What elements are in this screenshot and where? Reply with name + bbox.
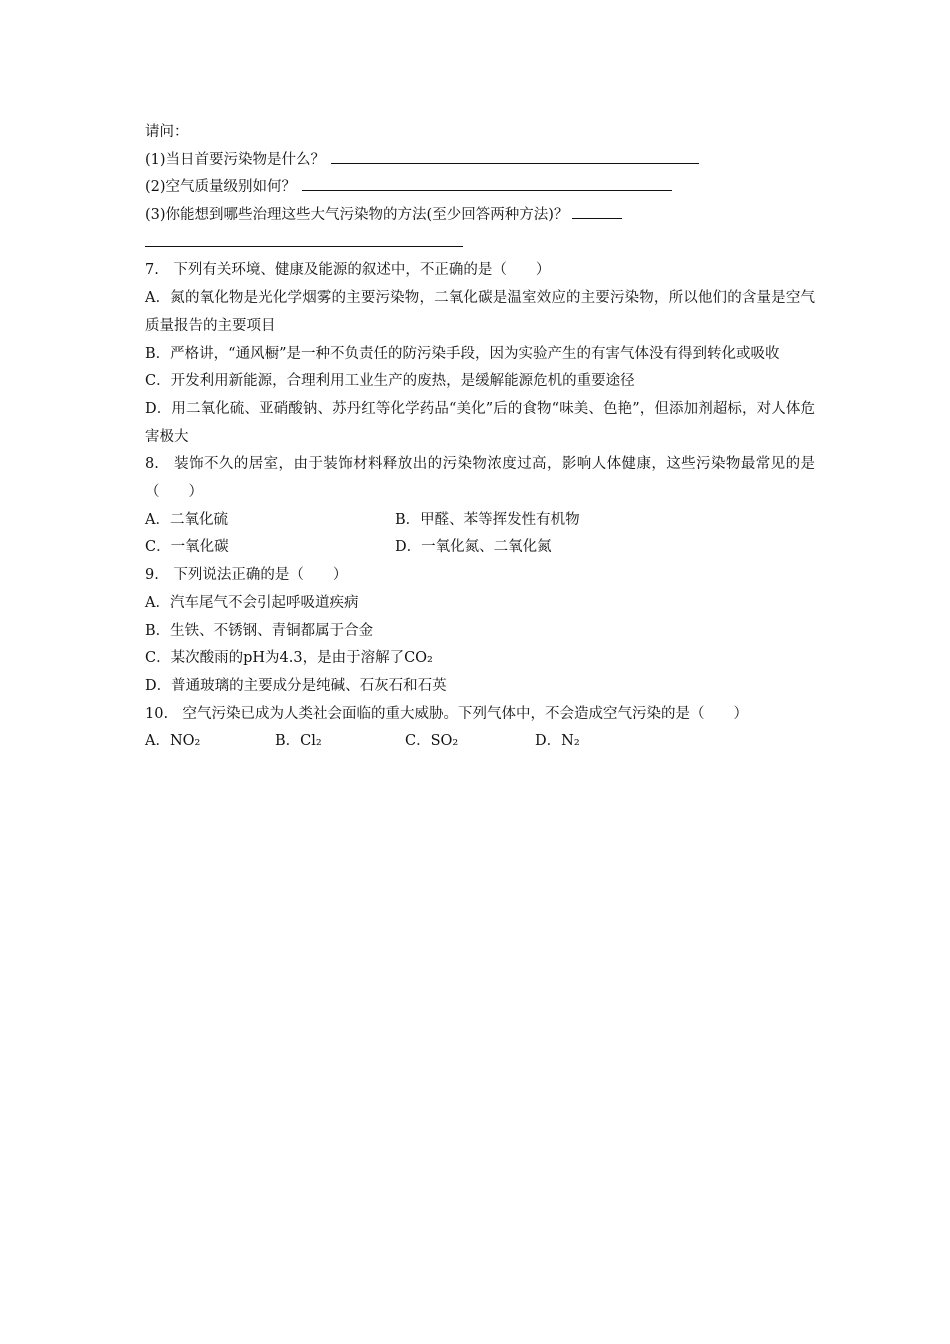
- q8-option-c: C．一氧化碳: [145, 539, 229, 556]
- answer-blank[interactable]: [572, 204, 622, 219]
- q7-option-d: D．用二氧化硫、亚硝酸钠、苏丹红等化学药品“美化”后的食物“味美、色艳”，但添加剂超标，对人体危害极大: [145, 400, 815, 445]
- answer-blank[interactable]: [302, 176, 672, 191]
- document-page: [145, 119, 815, 756]
- q9-option-b: B．生铁、不锈钢、青铜都属于合金: [145, 622, 374, 639]
- q9-option-c: C．某次酸雨的pH为4.3，是由于溶解了CO₂: [145, 650, 433, 667]
- q7-option-b: B．严格讲，“通风橱”是一种不负责任的防污染手段，因为实验产生的有害气体没有得到转化或吸收: [145, 345, 780, 362]
- q8-option-a: A．二氧化硫: [145, 511, 228, 528]
- answer-blank[interactable]: [145, 232, 463, 247]
- q10-option-a: A．NO₂: [145, 733, 201, 750]
- q6-sub-2-text: (2)空气质量级别如何？: [145, 179, 297, 196]
- q8-stem: 8. 装饰不久的居室，由于装饰材料释放出的污染物浓度过高，影响人体健康，这些污染物最常见的是（ ）: [145, 456, 815, 501]
- intro-text: 请问：: [145, 124, 189, 140]
- q6-sub-1-text: (1)当日首要污染物是什么？: [145, 151, 326, 168]
- q8-option-b: B．甲醛、苯等挥发性有机物: [395, 511, 580, 528]
- q10-option-b: B．Cl₂: [275, 733, 322, 750]
- q6-sub-3: [145, 202, 815, 230]
- q8-options-row-2: [145, 534, 815, 562]
- q6-sub-3-text: (3)你能想到哪些治理这些大气污染物的方法(至少回答两种方法)？: [145, 207, 569, 224]
- q6-sub-3-continued: [145, 230, 815, 258]
- answer-blank[interactable]: [331, 149, 699, 164]
- q8-options-row-1: [145, 507, 815, 535]
- q10-option-c: C．SO₂: [405, 733, 459, 750]
- q8-option-d: D．一氧化氮、二氧化氮: [395, 539, 552, 556]
- q6-sub-1: [145, 147, 815, 175]
- q9-option-a: A．汽车尾气不会引起呼吸道疾病: [145, 594, 359, 611]
- q7-option-c: C．开发利用新能源，合理利用工业生产的废热，是缓解能源危机的重要途径: [145, 373, 635, 390]
- q9-option-d: D．普通玻璃的主要成分是纯碱、石灰石和石英: [145, 677, 447, 694]
- q10-options-row: [145, 728, 815, 756]
- q6-sub-2: [145, 174, 815, 202]
- q7-option-a: A．氮的氧化物是光化学烟雾的主要污染物，二氧化碳是温室效应的主要污染物，所以他们的含量是空气质量报告的主要项目: [145, 290, 815, 334]
- q9-stem: 9. 下列说法正确的是（ ）: [145, 567, 348, 584]
- q7-stem: 7. 下列有关环境、健康及能源的叙述中，不正确的是（ ）: [145, 262, 551, 279]
- q10-stem: 10. 空气污染已成为人类社会面临的重大威胁。下列气体中，不会造成空气污染的是（ ）: [145, 705, 749, 722]
- q10-option-d: D．N₂: [535, 733, 580, 750]
